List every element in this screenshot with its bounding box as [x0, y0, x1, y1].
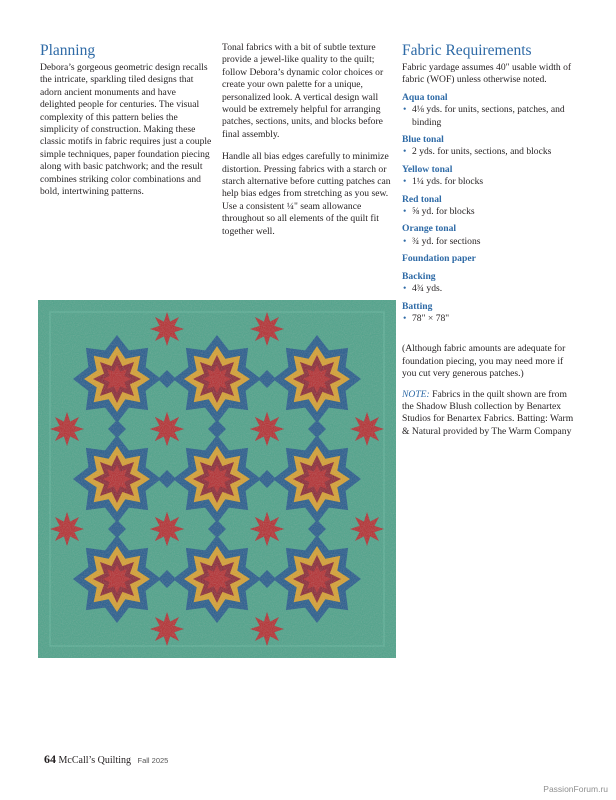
fabric-amount-item: • 1¼ yds. for blocks: [402, 176, 578, 188]
quilt-red-star: [250, 412, 284, 446]
fabric-group-list: [402, 313, 578, 325]
page-footer: [44, 752, 168, 768]
fabric-amount-item: • 2 yds. for units, sections, and blocks: [402, 146, 578, 158]
foundation-note: (Although fabric amounts are adequate for foundation piecing, you may need more if you cut very generous patches.): [402, 343, 566, 380]
fabric-amount-item: • 78" × 78": [402, 313, 578, 325]
fabric-amount-item: • 4¾ yds.: [402, 283, 578, 295]
quilt-red-star: [150, 412, 184, 446]
fabric-group-name: Backing: [402, 270, 436, 282]
quilt-red-center: [103, 465, 131, 493]
fabric-requirements-heading: Fabric Requirements: [402, 42, 532, 59]
note-label: NOTE:: [402, 388, 430, 400]
tonal-column: [222, 42, 392, 248]
issue-label: Fall 2025: [137, 756, 169, 765]
fabric-source-note: [402, 389, 578, 439]
fabric-amount-item: • ⅝ yd. for blocks: [402, 206, 578, 218]
quilt-red-star: [50, 512, 84, 546]
tonal-paragraph-2: Handle all bias edges carefully to minimize distortion. Pressing fabrics with a starch or starch alternative before cutting patches can help bias edges from stretching as you sew. Use a consistent ¼" seam allowance throughout so all elements of the quilt fit together well.: [222, 151, 391, 237]
fabric-group-name: Batting: [402, 300, 433, 312]
fabric-group-name: Red tonal: [402, 193, 442, 205]
fabric-group-name: Orange tonal: [402, 223, 457, 235]
quilt-red-star: [250, 612, 284, 646]
quilt-red-center: [103, 565, 131, 593]
quilt-red-center: [203, 365, 231, 393]
fabric-group-name: Yellow tonal: [402, 163, 453, 175]
quilt-red-center: [203, 465, 231, 493]
fabric-group-list: [402, 104, 578, 129]
quilt-red-star: [50, 412, 84, 446]
fabric-group-name: Aqua tonal: [402, 91, 448, 103]
quilt-red-star: [150, 612, 184, 646]
watermark: PassionForum.ru: [543, 784, 608, 794]
quilt-red-star: [350, 412, 384, 446]
planning-body: Debora’s gorgeous geometric design recalls the intricate, sparkling tiled designs that adorn ancient monuments and have delighted people for centuries. The visual complexity of this pattern belies the simplicity of construction. Making these classic motifs in fabric requires just a couple simple techniques, paper foundation piecing along with basic patchwork; and the result combines striking color combinations and bold, intertwining patterns.: [40, 62, 212, 198]
quilt-red-center: [103, 365, 131, 393]
page-number: 64: [44, 752, 56, 766]
fabric-group-list: [402, 206, 578, 218]
quilt-red-center: [303, 565, 331, 593]
fabric-group-name: Blue tonal: [402, 134, 444, 146]
tonal-paragraph-1: Tonal fabrics with a bit of subtle texture provide a jewel-like quality to the quilt; follow Debora’s dynamic color choices or create your own palette for a unique, personalized look. A vertical design wall would be extremely helpful for arranging patches, sections, units, and blocks before final assembly.: [222, 42, 384, 140]
quilt-red-star: [150, 312, 184, 346]
quilt-red-center: [303, 465, 331, 493]
quilt-red-center: [203, 565, 231, 593]
quilt-red-star: [150, 512, 184, 546]
magazine-title: McCall’s Quilting: [58, 755, 131, 766]
note-text: Fabrics in the quilt shown are from the Shadow Blush collection by Benartex Studios for Benartex Fabrics. Batting: Warm & Natural provided by The Warm Company: [402, 388, 574, 437]
fabric-group-list: [402, 146, 578, 158]
fabric-group-list: [402, 283, 578, 295]
fabric-group-list: [402, 236, 578, 248]
quilt-red-star: [250, 312, 284, 346]
fabric-amount-item: • ¾ yd. for sections: [402, 236, 578, 248]
planning-column: [40, 42, 212, 208]
planning-heading: Planning: [40, 42, 96, 59]
fabric-amount-item: • 4⅛ yds. for units, sections, patches, and binding: [402, 104, 578, 129]
fabric-group-list: [402, 176, 578, 188]
quilt-red-star: [250, 512, 284, 546]
fabric-requirements-intro: Fabric yardage assumes 40" usable width of fabric (WOF) unless otherwise noted.: [402, 62, 572, 86]
fabric-group-name: Foundation paper: [402, 253, 476, 265]
requirement-groups: [402, 92, 578, 326]
fabric-requirements-column: [402, 42, 578, 448]
quilt-red-center: [303, 365, 331, 393]
quilt-red-star: [350, 512, 384, 546]
quilt-photo: [38, 300, 396, 658]
